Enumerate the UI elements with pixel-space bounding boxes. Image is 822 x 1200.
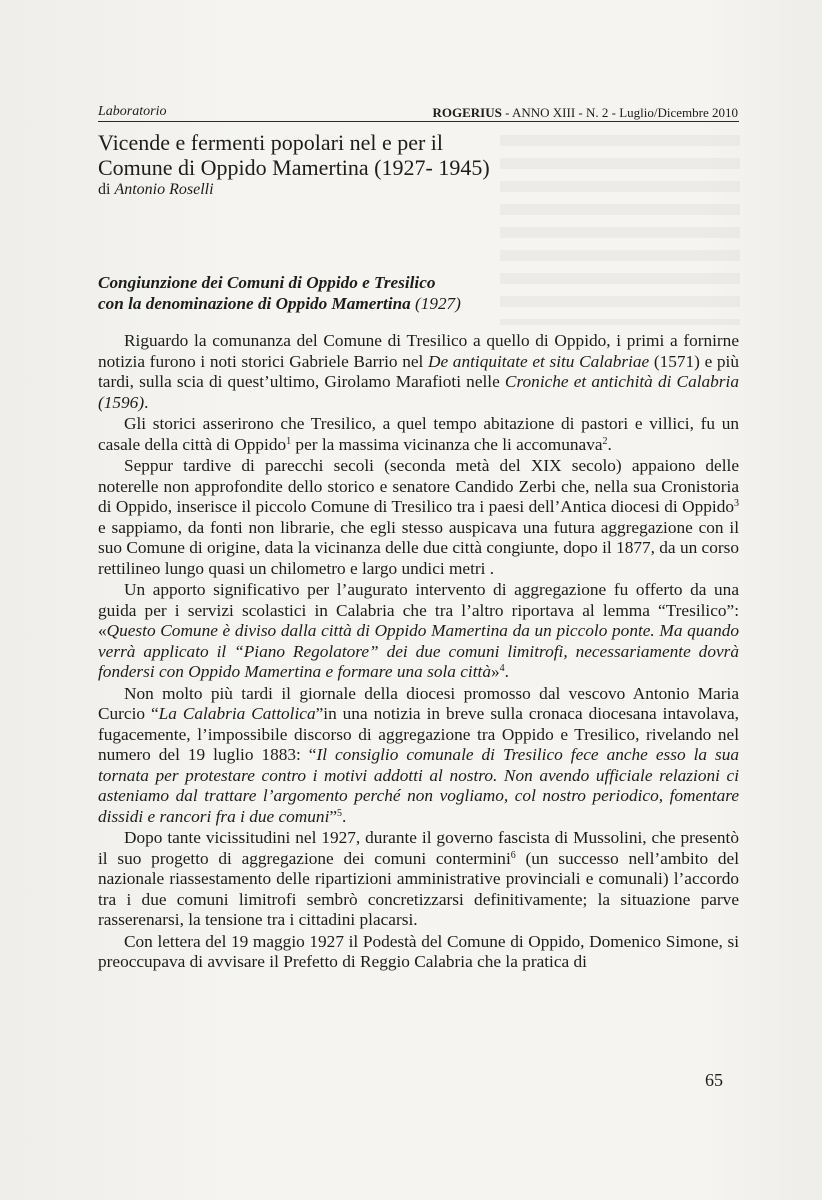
paragraph-4 <box>98 580 739 683</box>
p4-quote: Questo Comune è diviso dalla città di Oppido Mamertina da un piccolo ponte. Ma quando verrà applicato il “Piano Regolatore” dei due comuni limitrofi, necessariamente dovrà fondersi con Oppido Mamertina e formare una sola città <box>98 621 739 681</box>
heading-line-1: Congiunzione dei Comuni di Oppido e Tresilico <box>98 273 436 292</box>
paragraph-7 <box>98 932 739 973</box>
p5-text: Non molto più tardi il giornale della diocesi promosso dal vescovo Antonio Maria Curcio “ <box>98 683 739 723</box>
p1-text-2: (1571) e più tardi, sulla scia di quest’ultimo, Girolamo Marafioti nelle <box>98 351 740 391</box>
p7-text: Con lettera del 19 maggio 1927 il Podestà del Comune di Oppido, Domenico Simone, si preoccupava di avvisare il Prefetto di Reggio Calabria che la pratica di <box>98 931 739 971</box>
footnote-ref-5[interactable]: 5 <box>337 807 343 819</box>
p5-close-quote: ” <box>329 806 338 826</box>
title-line-1: Vicende e fermenti popolari nel e per il <box>98 130 444 155</box>
paragraph-6 <box>98 828 739 931</box>
p4-close-quote: » <box>490 662 500 681</box>
p2-text-2: per la massima vicinanza che li accomunava <box>291 434 603 454</box>
footnote-ref-6[interactable]: 6 <box>510 849 516 861</box>
heading-year: (1927) <box>415 294 461 313</box>
p1-text: Riguardo la comunanza del Comune di Tresilico a quello di Oppido, i primi a fornirne notizia furono i noti storici Gabriele Barrio nel <box>98 331 739 371</box>
heading-line-2: con la denominazione di Oppido Mamertina <box>98 294 416 313</box>
paragraph-3 <box>98 456 739 579</box>
footnote-ref-4[interactable]: 4 <box>499 663 505 674</box>
p1-title-barrio: De antiquitate et situ Calabriae <box>428 351 650 371</box>
p5-text-2: ”in una notizia in breve sulla cronaca diocesana intavolava, fugacemente, l’impossibile discorso di aggregazione tra Oppido e Tresilico, rivelando nel numero del 19 luglio 1883: “ <box>98 704 739 764</box>
p1-text-3: . <box>144 392 149 412</box>
paragraph-5 <box>98 684 739 828</box>
byline-prefix: di <box>98 181 115 198</box>
title-line-2: Comune di Oppido Mamertina (1927- 1945) <box>98 155 490 180</box>
paragraph-1 <box>98 331 739 413</box>
p3-text-2: e sappiamo, da fonti non librarie, che egli stesso auspicava una futura aggregazione con il suo Comune di origine, data la vicinanza delle due città congiunte, dopo il 1877, da un corso rettilineo lungo quasi un chilometro e largo undici metri . <box>98 517 739 578</box>
section-heading <box>98 272 738 314</box>
section-label: Laboratorio <box>98 104 167 119</box>
p2-text-3: . <box>607 434 612 454</box>
p1-title-marafioti: Croniche et antichità di Calabria (1596) <box>98 372 739 412</box>
p4-text-end: . <box>504 662 509 681</box>
footnote-ref-1[interactable]: 1 <box>286 435 292 447</box>
header-rule <box>98 121 739 122</box>
p3-text: Seppur tardive di parecchi secoli (seconda metà del XIX secolo) appaiono delle noterelle non approfondite dello storico e senatore Candido Zerbi che, nella sua Cronistoria di Oppido, inserisce il piccolo Comune di Tresilico tra i paesi dell’Antica diocesi di Oppido <box>98 456 739 516</box>
article-body <box>98 331 739 973</box>
paragraph-2 <box>98 414 739 455</box>
page-number: 65 <box>705 1070 723 1090</box>
journal-issue: - ANNO XIII - N. 2 - Luglio/Dicembre 2010 <box>501 105 738 120</box>
footnote-ref-3[interactable]: 3 <box>734 498 739 509</box>
journal-info <box>433 105 738 121</box>
p2-text: Gli storici asserirono che Tresilico, a quel tempo abitazione di pastori e villici, fu un casale della città di Oppido <box>98 414 739 454</box>
journal-name: ROGERIUS <box>432 105 502 120</box>
article-title <box>98 130 738 180</box>
author-name: Antonio Roselli <box>114 181 214 198</box>
p6-text-2: (un successo nell’ambito del nazionale riassestamento delle ripartizioni amministrative provinciali e comunali) l’accordo tra i due comuni limitrofi sembrò concretizzarsi definitivamente; la situazione parve rasserenarsi, la tensione tra i cittadini placarsi. <box>98 848 739 929</box>
p5-text-end: . <box>342 806 347 826</box>
footnote-ref-2[interactable]: 2 <box>602 435 608 447</box>
p4-text: Un apporto significativo per l’augurato intervento di aggregazione fu offerto da una guida per i servizi scolastici in Calabria che tra l’altro riportava al lemma “Tresilico”: « <box>98 580 739 640</box>
p6-text: Dopo tante vicissitudini nel 1927, durante il governo fascista di Mussolini, che presentò il suo progetto di aggregazione dei comuni contermini <box>98 828 739 868</box>
p5-quote: Il consiglio comunale di Tresilico fece anche esso la sua tornata per protestare contro i motivi addotti al nostro. Non avendo ufficiale relazioni ci asteniamo dal trattare l’argomento perché non vogliamo, col nostro periodico, fomentare dissidi e rancori fra i due comuni <box>98 745 739 826</box>
p5-newspaper-title: La Calabria Cattolica <box>158 704 316 723</box>
byline <box>98 181 214 199</box>
